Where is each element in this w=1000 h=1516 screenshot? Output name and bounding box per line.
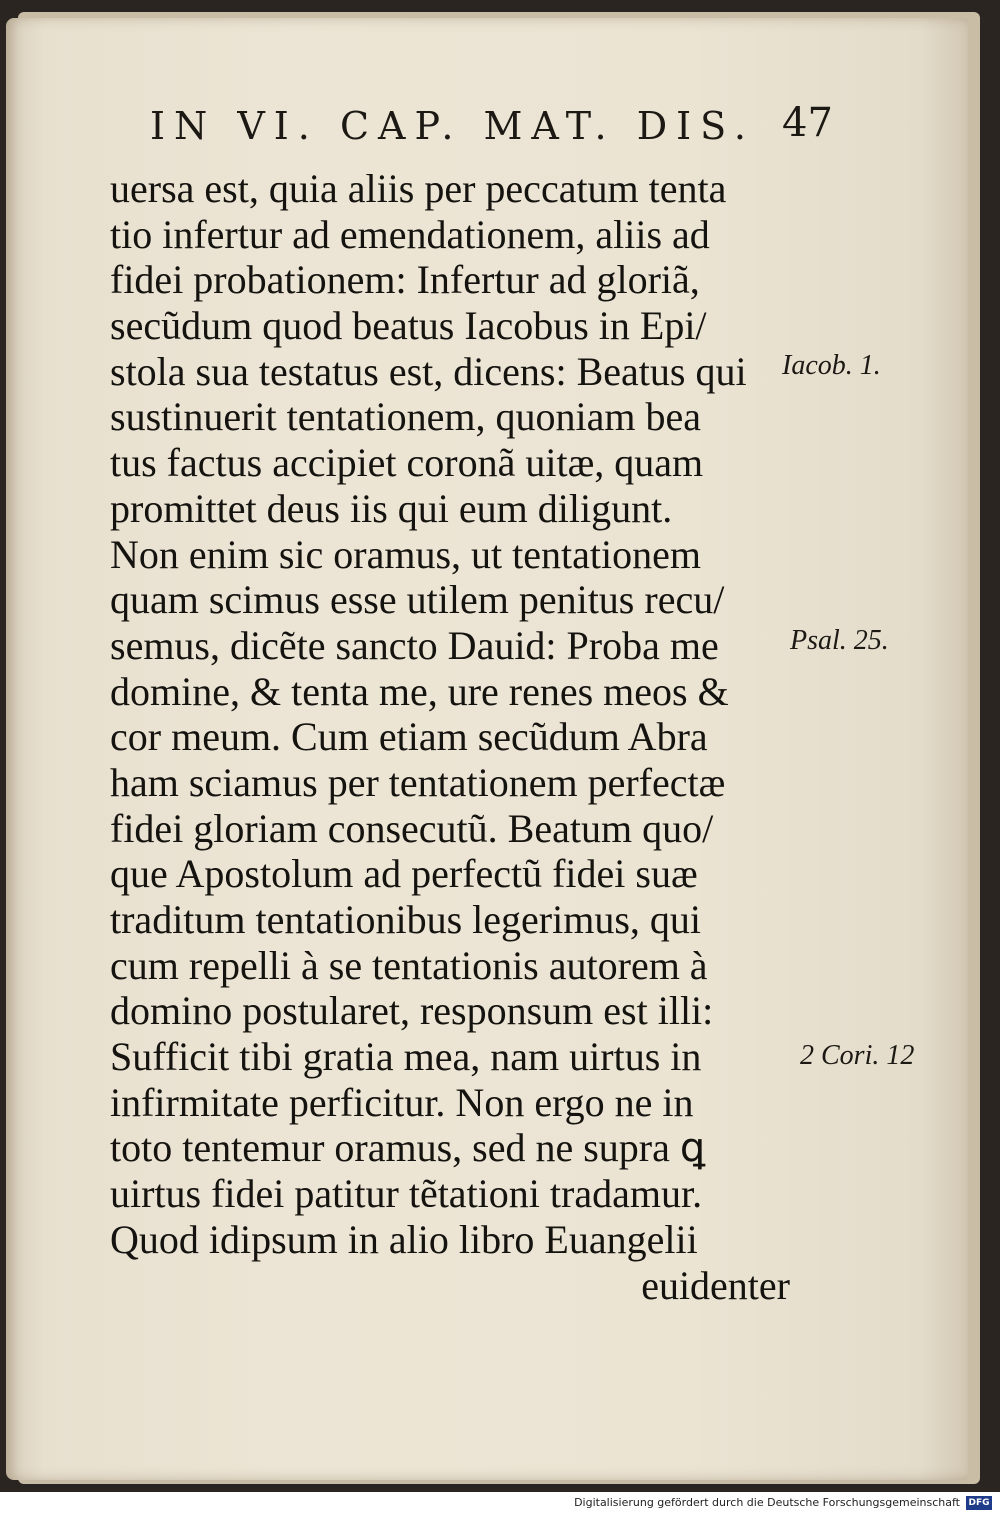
text-line: stola sua testatus est, dicens: Beatus qui [110,348,747,394]
running-head [150,100,840,156]
text-line: fidei probationem: Infertur ad gloriã, [110,257,700,303]
text-line: tio infertur ad emendationem, aliis ad [110,211,710,257]
marginal-note-iacob: Iacob. 1. [782,350,881,381]
running-head-title: IN VI. CAP. MAT. DIS. [150,104,755,148]
marginal-note-psal: Psal. 25. [790,625,889,656]
text-line: semus, dicẽte sancto Dauid: Proba me [110,622,719,668]
text-line: infirmitate perficitur. Non ergo ne in [110,1079,694,1125]
dfg-logo: DFG [966,1496,992,1510]
text-line: promittet deus iis qui eum diligunt. [110,485,673,531]
text-line: Sufficit tibi gratia mea, nam uirtus in [110,1034,702,1080]
text-line: cor meum. Cum etiam secũdum Abra [110,714,708,760]
catchword: euidenter [641,1262,790,1308]
marginal-note-cori: 2 Cori. 12 [800,1040,915,1071]
text-line: Non enim sic oramus, ut tentationem [110,531,701,577]
text-line: fidei gloriam consecutũ. Beatum quo/ [110,805,714,851]
text-line: uirtus fidei patitur tẽtationi tradamur. [110,1171,703,1217]
text-line: secũdum quod beatus Iacobus in Epi/ [110,303,707,349]
text-line: sustinuerit tentationem, quoniam bea [110,394,701,440]
text-line: tus factus accipiet coronã uitæ, quam [110,440,704,486]
text-line: toto tentemur oramus, sed ne supra ꝗ [110,1125,706,1171]
body-text [110,166,790,1308]
text-line: uersa est, quia aliis per peccatum tenta [110,166,727,211]
footer-bar [0,1492,1000,1516]
text-line: traditum tentationibus legerimus, qui [110,897,702,942]
text-line: que Apostolum ad perfectũ fidei suæ [110,851,698,897]
funding-credit: Digitalisierung gefördert durch die Deutsche Forschungsgemeinschaft [574,1496,960,1509]
text-line: Quod idipsum in alio libro Euangelii [110,1216,698,1262]
page-number: 47 [782,100,833,146]
text-line: domino postularet, responsum est illi: [110,988,714,1034]
text-line: quam scimus esse utilem penitus recu/ [110,577,725,623]
text-line: ham sciamus per tentationem perfectæ [110,759,726,805]
text-line: domine, & tenta me, ure renes meos & [110,668,729,714]
text-line: cum repelli à se tentationis autorem à [110,942,708,988]
